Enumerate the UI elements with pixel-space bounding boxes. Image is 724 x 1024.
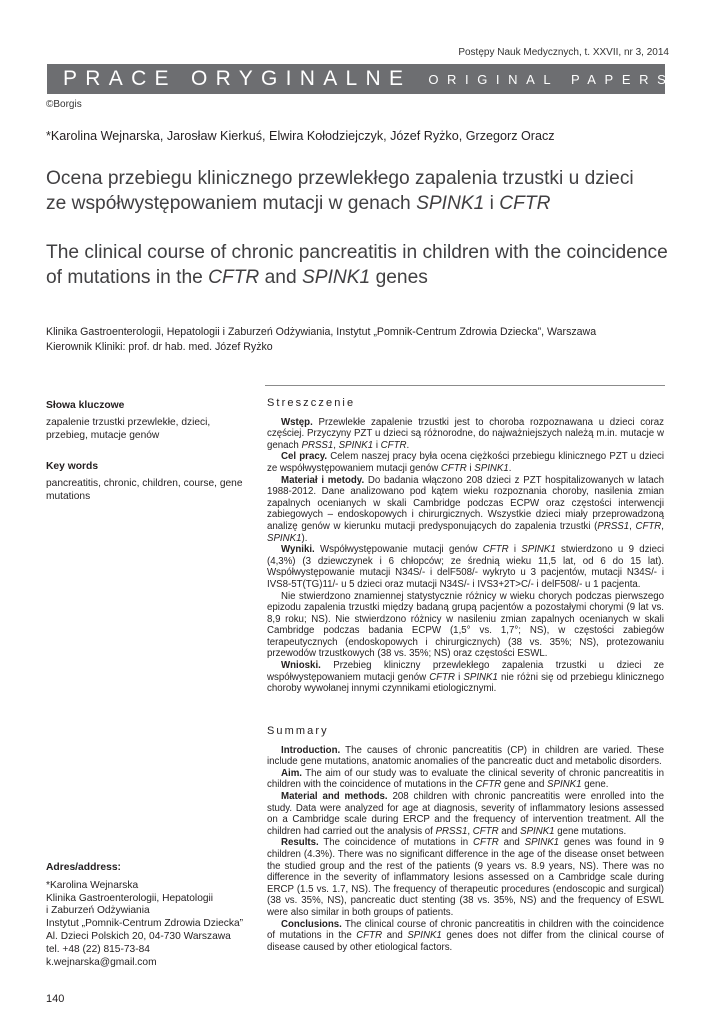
page-number: 140 (46, 993, 65, 1005)
article-title-english (46, 241, 686, 290)
abstract-en-introduction: Introduction. The causes of chronic pancreatitis (CP) in children are varied. These include gene mutations, anatomic anomalies of the pancreatic duct and metabolic disorders. (267, 744, 664, 768)
address-line: Instytut „Pomnik-Centrum Zdrowia Dziecka” (46, 918, 244, 930)
author-list: *Karolina Wejnarska, Jarosław Kierkuś, Elwira Kołodziejczyk, Józef Ryżko, Grzegorz Oracz (46, 129, 555, 143)
title-en-line2: of mutations in the (46, 266, 209, 288)
abstract-en-methods: Material and methods. 208 children with chronic pancreatitis were enrolled into the study. Data were analyzed for age at diagnosis, severity of inflammatory lesions assessed on a Cambridge scale during ERCP and the frequency of intervention treatment. All the children had carried out the analysis of PRSS1, CFTR and SPINK1 gene mutations. (267, 790, 664, 837)
abstract-pl-results-2: Nie stwierdzono znamiennej statystycznie różnicy w wieku chorych podczas pierwszego epizodu zapalenia trzustki między badaną grupą pacjentów a pozostałymi chorymi (9 lat vs. 8,9 roku; NS). Nie stwierdzono różnicy w nasileniu zmian zapalnych ocenianych w skali Cambridge podczas badania ECPW (1,5° vs. 1,7°; NS), w częstości zabiegów terapeutycznych (endoskopowych i chirurgicznych) (38 vs. 35%; NS), protezowaniu przewodów trzustkowych (38 vs. 35%; NS) oraz częstości ESWL. (267, 590, 664, 660)
banner-main-label: PRACE ORYGINALNE (63, 67, 412, 90)
keywords-en-text: pancreatitis, chronic, children, course, gene mutations (46, 477, 243, 502)
abstract-en-conclusions: Conclusions. The clinical course of chronic pancreatitis in children with the coincidence of mutations in the CFTR and SPINK1 genes does not differ from the clinical course of disease caused by other etiological factors. (267, 918, 664, 953)
abstract-pl-results: Wyniki. Współwystępowanie mutacji genów CFTR i SPINK1 stwierdzono u 9 dzieci (4,3%) (3 dziewczynek i 6 chłopców; ze średnią wieku 11,5 lat, od 6 do 15 lat). Współwystępowanie mutacji N34S/- i delF508/- wykryto u 3 pacjentów, mutacji N34S/- i IVS8-5T(TG)11/- u 5 dzieci oraz mutacji N34S/- i IVS3+2T>C/- i delF508/- u 1 pacjenta. (267, 544, 664, 590)
abstract-pl-conclusions: Wnioski. Przebieg kliniczny przewlekłego zapalenia trzustki u dzieci ze współwystępowaniem mutacji genów CFTR i SPINK1 nie różni się od przebiegu klinicznego choroby wywołanej innymi czynnikami etiologicznymi. (267, 660, 664, 695)
address-heading: Adres/address: (46, 862, 121, 873)
address-email: k.wejnarska@gmail.com (46, 956, 157, 968)
title-pl-gene2: CFTR (499, 192, 551, 214)
abstract-pl-aim: Cel pracy. Celem naszej pracy była ocena ciężkości przebiegu klinicznego PZT u dzieci ze współwystępowaniem mutacji genów CFTR i SPINK1. (267, 451, 665, 474)
keywords-english (46, 461, 251, 503)
title-pl-gene1: SPINK1 (416, 192, 485, 214)
keywords-pl-heading: Słowa kluczowe (46, 400, 125, 411)
title-en-line1: The clinical course of chronic pancreatitis in children with the coincidence (46, 242, 668, 263)
correspondence-address (46, 862, 251, 969)
copyright-notice: ©Borgis (46, 99, 82, 110)
abstract-english (267, 726, 664, 953)
affiliation-head: Kierownik Kliniki: prof. dr hab. med. Józef Ryżko (46, 341, 273, 353)
abstract-en-results: Results. The coincidence of mutations in CFTR and SPINK1 genes was found in 9 children (4.3%). There was no significant difference in the age of the disease onset between the studied group and the rest of the patients (9 years vs. 8.9 years, NS). There was no difference in the severity of inflammatory lesions assessed on a Cambridge scale during ERCP (1.5 vs. 1.7, NS). The frequency of therapeutic procedures (endoscopic and surgical) (38 vs. 35%, NS), pancreatic duct stenting (38 vs. 35%, NS) and the frequency of ESWL were also similar in both groups of patients. (267, 837, 665, 918)
keywords-pl-text: zapalenie trzustki przewlekłe, dzieci, przebieg, mutacje genów (46, 416, 211, 441)
title-en-line2-end: genes (370, 266, 428, 288)
address-phone: tel. +48 (22) 815-73-84 (46, 943, 150, 955)
title-pl-line1: Ocena przebiegu klinicznego przewlekłego zapalenia trzustki u dzieci (46, 168, 634, 189)
abstract-pl-methods: Materiał i metody. Do badania włączono 208 dzieci z PZT hospitalizowanych w latach 1988-2012. Dane analizowano pod kątem wieku rozpoznania choroby, nasilenia zmian zapalnych ocenianych w skali Cambridge podczas ECPW oraz częstości interwencji zabiegowych – endoskopowych i chirurgicznych. Wszystkie dzieci miały przeprowadzoną analizę genów w kierunku mutacji predysponujących do zapalenia trzustki (PRSS1, CFTR, SPINK1). (267, 474, 664, 544)
keywords-polish (46, 400, 251, 442)
journal-reference: Postępy Nauk Medycznych, t. XXVII, nr 3, 2014 (458, 47, 669, 58)
title-en-gene2: SPINK1 (301, 266, 371, 288)
article-title-polish (46, 167, 686, 216)
address-line: Al. Dzieci Polskich 20, 04-730 Warszawa (46, 930, 231, 942)
keywords-en-heading: Key words (46, 461, 99, 472)
banner-sub-label: ORIGINAL PAPERS (428, 71, 675, 87)
summary-heading: Summary (267, 725, 329, 737)
section-banner (47, 64, 675, 94)
streszczenie-heading: Streszczenie (267, 397, 356, 409)
address-line: Klinika Gastroenterologii, Hepatologii (46, 892, 214, 904)
title-pl-line2: ze współwystępowaniem mutacji w genach (46, 192, 417, 214)
title-pl-conj: i (484, 192, 500, 214)
affiliation (46, 325, 686, 355)
abstract-pl-introduction: Wstęp. Przewlekłe zapalenie trzustki jest to choroba rozpoznawana u dzieci coraz częściej. Przyczyny PZT u dzieci są różnorodne, do najważniejszych należą m.in. mutacje w genach PRSS1, SPINK1 i CFTR. (267, 416, 664, 451)
address-line: i Zaburzeń Odżywiania (46, 905, 150, 917)
affiliation-institution: Klinika Gastroenterologii, Hepatologii i Zaburzeń Odżywiania, Instytut „Pomnik-Centrum Zdrowia Dziecka”, Warszawa (46, 326, 597, 338)
title-en-gene1: CFTR (208, 266, 260, 288)
title-en-conj: and (259, 266, 302, 288)
abstract-polish (267, 398, 664, 695)
abstract-en-aim: Aim. The aim of our study was to evaluate the clinical severity of chronic pancreatitis in children with the coincidence of mutations in the CFTR gene and SPINK1 gene. (267, 767, 664, 791)
address-line: *Karolina Wejnarska (46, 879, 139, 891)
divider-line (265, 385, 665, 386)
